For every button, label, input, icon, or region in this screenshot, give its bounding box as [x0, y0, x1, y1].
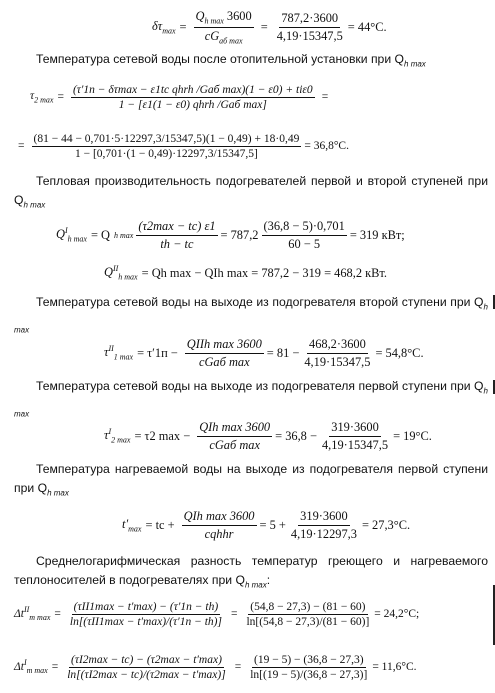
equation-q2: $Q^{II}_{h max}$ = Qh max − QIh max = 787,2 − 319 = 468,2 кВт. — [104, 264, 388, 282]
equation-delta-tau: $\delta\tau_{max}$ = $\frac{Q_{h max} 3600}{cG_{аб max}}$ = $\frac{787,2\cdot 3600}{4,19\cdot 15347,5}$ = 44°C. — [152, 9, 387, 45]
paragraph-text: Среднелогарифмическая разность температур греющего и нагреваемого теплоносителей в подогревателях при $Q_{h max}$: — [14, 554, 488, 590]
equation-tau2: $\tau_{2 max}$ = $\frac{\text{(τ′1п − δτmax − ε1tc qhrh /Gаб max)(1 − ε0) + tiε0}}{\text{1 − [ε1(1 − ε0) qhrh /Gаб max]}}$ = — [30, 83, 329, 111]
paragraph-text: Тепловая производительность подогревателей первой и второй ступеней при $Q_{h max}$ — [14, 174, 488, 210]
equation-tau2-i: $\tau^I_{2 max}$ = τ2 max − $\frac{\text{QIh max 3600}}{\text{cGаб max}}$ = 36,8 − $\frac{319\cdot 3600}{4,19\cdot 15347,5}$ = 19°C. — [104, 419, 432, 452]
equation-t-max: $t'_{max}$ = tc + $\frac{\text{QIh max 3600}}{\text{cqhhr}}$ = 5 + $\frac{319\cdot 3600}{4,19\cdot 12297,3}$ = 27,3°C. — [122, 508, 411, 541]
paragraph-text: Температура нагреваемой воды на выходе из подогревателя первой ступени при $Q_{h max}$ — [14, 462, 488, 498]
paragraph-text: Температура сетевой воды после отопительной установки при $Q_{h max}$ — [36, 52, 426, 69]
equation-delta-t-ii: $\Delta t^{II}_{m max}$ = $\frac{\text{(τII1max − t′max) − (τ′1п − th)}}{\text{ln[(τII1max − t′max)/(τ′1п − th)]}}$ = $\frac{(54,8 - 27,3) - (81 - 60)}{\ln[(54,8 - 27,3)/(81 - 60)]}$ = 24,2°C; — [14, 600, 420, 628]
equation-delta-t-i: $\Delta t^I_{m max}$ = $\frac{(\tau I2\max - tc) - (\tau 2\max - t'\max)}{\ln[(\tau I2\max - tc)/(\tau 2\max - t'\max)]}$ = $\frac{(19 - 5) - (36,8 - 27,3)}{\ln[(19 - 5)/(36,8 - 27,3)]}$ = 11,6°C. — [14, 653, 417, 681]
equation-tau2-numeric: = $\frac{(81 - 44 - 0,701\cdot 5\cdot 12297,3/15347,5)(1 - 0,49) + 18\cdot 0,49}{1 - [0,701\cdot(1 - 0,49)\cdot 12297,3/15347,5]}$ = 36,8°C. — [18, 132, 349, 160]
equation-tau1-ii: $\tau^{II}_{1 max}$ = τ′1п − $\frac{\text{QIIh max 3600}}{\text{cGаб max}}$ = 81 − $\frac{468,2\cdot 3600}{4,19\cdot 15347,5}$ = 54,8°C. — [104, 336, 424, 369]
equation-q1: $Q^I_{h max}$ = Q h max $\frac{(\tau 2\max - tc) \varepsilon 1}{th - tc}$ = 787,2 $\frac{(36,8 - 5)\cdot 0,701}{60 - 5}$ = 319 кВт; — [56, 218, 405, 251]
paragraph-text: Температура сетевой воды на выходе из подогревателя первой ступени при $Q_{h max}$ — [14, 379, 488, 419]
paragraph-text: Температура сетевой воды на выходе из подогревателя второй ступени при $Q_{h max}$ — [14, 295, 488, 335]
